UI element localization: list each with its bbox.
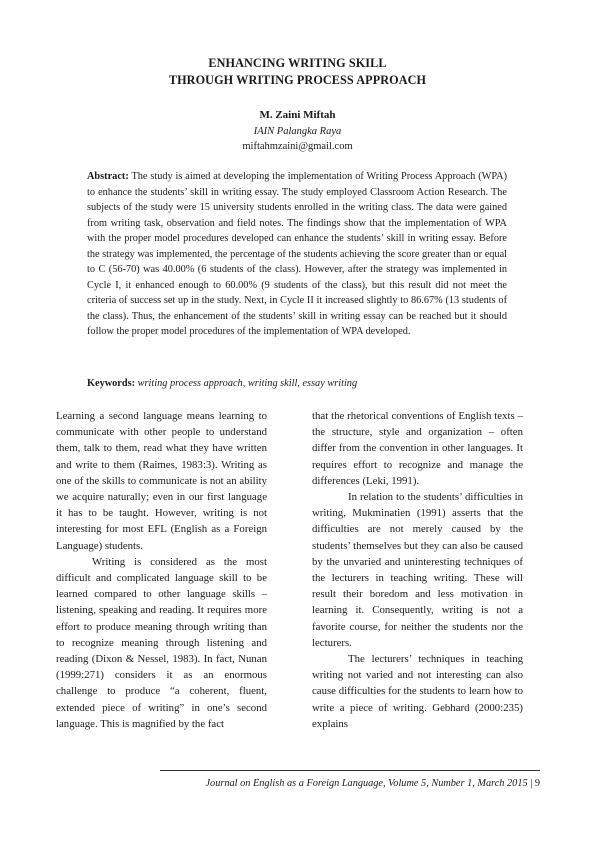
running-footer: [160, 778, 540, 789]
abstract-label: Abstract:: [87, 171, 129, 182]
body-column-left: [56, 408, 267, 732]
paper-title-line-1: ENHANCING WRITING SKILL: [208, 56, 387, 70]
author-email: miftahmzaini@gmail.com: [242, 141, 353, 152]
paragraph: Learning a second language means learning to communicate with other people to understand them, talk to them, read what they have written and write to them (Raimes, 1983:3). Writing as one of the skills to communicate is not an ability we acquire naturally; even in our first language it has to be taught. However, writing is not interesting for most EFL (English as a Foreign Language) students.: [56, 410, 267, 552]
paragraph: that the rhetorical conventions of English texts – the structure, style and organization – often differ from the convention in other languages. It requires effort to recognize and manage the differences (Leki, 1991).: [312, 410, 523, 487]
footer-divider: [160, 770, 540, 771]
keywords-text: writing process approach, writing skill, essay writing: [137, 378, 358, 389]
paragraph: The lecturers’ techniques in teaching writing not varied and not interesting can also cause difficulties for the students to learn how to write a piece of writing. Gebhard (2000:235) explains: [312, 653, 523, 730]
author-affiliation: IAIN Palangka Raya: [253, 126, 342, 137]
paper-title-line-2: THROUGH WRITING PROCESS APPROACH: [168, 73, 427, 87]
footer-separator: |: [530, 778, 533, 789]
author-name: M. Zaini Miftah: [259, 109, 336, 121]
abstract-text: The study is aimed at developing the implementation of Writing Process Approach (WPA) to enhance the students’ skill in writing essay. The study employed Classroom Action Research. The subjects of the study were 15 university students enrolled in the writing class. The data were gained from writing task, observation and field notes. The findings show that the implementation of WPA with the proper model procedures developed can enhance the students’ skill in writing essay. Before the strategy was implemented, the percentage of the students achieving the score greater than or equal to C (56-70) was 40.00% (6 students of the class). However, after the strategy was implemented in Cycle I, it enhanced enough to 60.00% (9 students of the class), but this result did not meet the criteria of success set up in the study. Next, in Cycle II it increased slightly to 86.67% (13 students of the class). Thus, the enhancement of the students’ skill in writing essay can be reached but it should follow the proper model procedures of the implementation of WPA developed.: [87, 171, 508, 338]
author-block: [0, 105, 595, 154]
page-number: 9: [534, 778, 540, 789]
journal-citation: Journal on English as a Foreign Language, Volume 5, Number 1, March 2015: [205, 778, 528, 789]
keywords: [87, 376, 507, 391]
paragraph: In relation to the students’ difficulties in writing, Mukminatien (1991) asserts that the difficulties are not merely caused by the students’ themselves but they can also be caused by the unvaried and uninteresting techniques of the lecturers in teaching writing. These will result their boredom and less motivation in learning it. Consequently, writing is not a favorite course, for neither the students nor the lecturers.: [312, 491, 523, 649]
keywords-label: Keywords:: [87, 378, 136, 389]
paragraph: Writing is considered as the most difficult and complicated language skill to be learned compared to other language skills – listening, speaking and reading. It requires more effort to produce meaning through writing than to recognize meaning through listening and reading (Dixon & Nessel, 1983). In fact, Nunan (1999:271) considers it as an enormous challenge to produce “a coherent, fluent, extended piece of writing” in one’s second language. This is magnified by the fact: [56, 555, 267, 730]
body-column-right: [312, 408, 523, 732]
abstract: [87, 169, 507, 340]
